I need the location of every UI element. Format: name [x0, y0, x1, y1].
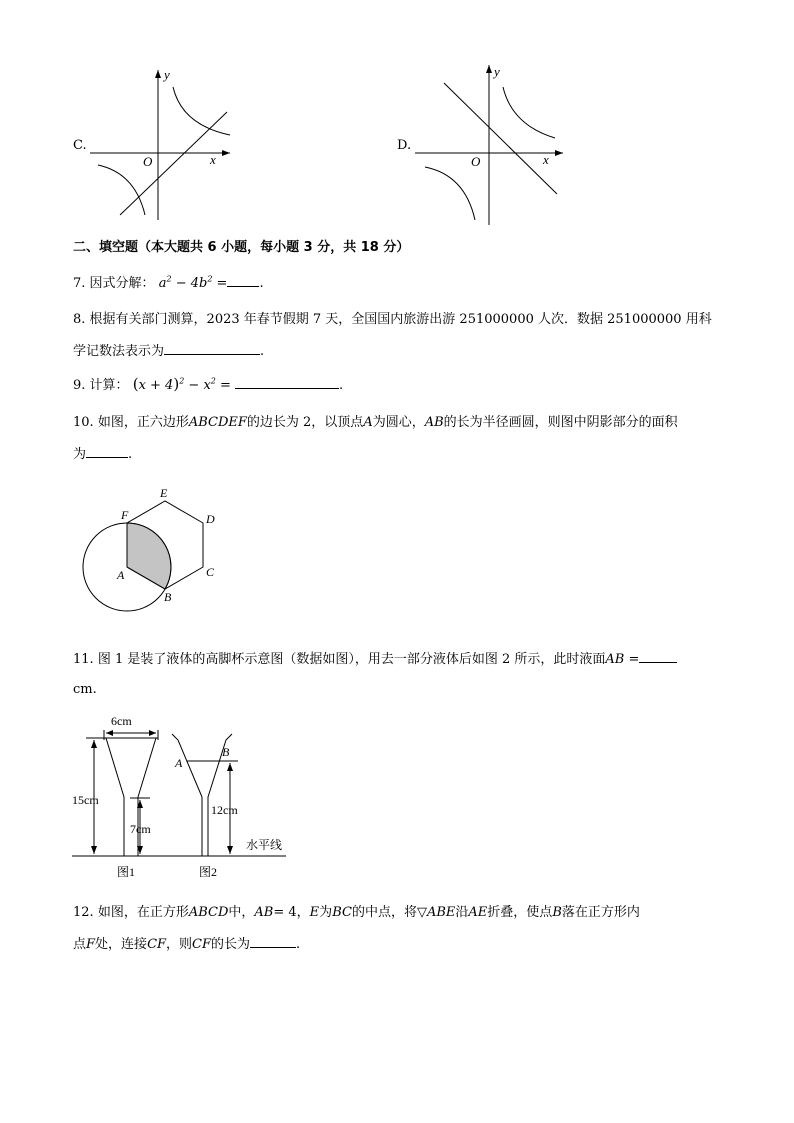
option-c-origin: O	[143, 154, 153, 169]
q11-label-b: B	[222, 745, 230, 759]
q10-label-e: E	[160, 486, 168, 500]
q11-answer-blank[interactable]	[639, 650, 677, 663]
q10-text-a: 如图，正六边形	[97, 415, 189, 430]
q11-stem-height-label: 7cm	[130, 822, 151, 836]
q10-segment-ab: AB	[424, 415, 444, 430]
q10-label-b: B	[164, 590, 172, 604]
q10-text-g: 的长为半径画圆，则图中阴影部分的面积	[443, 415, 678, 430]
q7-expression: $a^2 - 4b^2$ =	[158, 274, 228, 291]
q12-point-b: B	[552, 905, 562, 920]
q7-number: 7.	[73, 276, 86, 291]
q9-answer-blank[interactable]	[235, 376, 339, 389]
q12-segment-ae: AE	[468, 905, 488, 920]
q12-segment-ab: AB	[254, 905, 274, 920]
q12-text-i: 的中点，将	[351, 905, 417, 920]
option-c-axis-x: x	[210, 152, 216, 167]
q11-line1: 11. 图 1 是装了液体的高脚杯示意图（数据如图），用去一部分液体后如图 2 所示，此时液面AB =	[73, 648, 677, 667]
q7-text: 因式分解：	[89, 276, 155, 291]
q11-number: 11.	[73, 652, 94, 667]
option-c-graph	[90, 65, 240, 225]
q8-text-line1: 根据有关部门测算，2023 年春节假期 7 天，全国国内旅游出游 251000000 人次．数据 251000000 用科	[89, 312, 712, 327]
q11-height2-label: 12cm	[211, 803, 238, 817]
q12-line2: 点F处，连接CF，则CF的长为 .	[73, 937, 301, 952]
q8-answer-blank[interactable]	[164, 342, 260, 355]
section-title: 二、填空题（本大题共 6 小题，每小题 3 分，共 18 分）	[73, 240, 410, 255]
q12-answer-blank[interactable]	[250, 935, 296, 948]
q11-text-a: 图 1 是装了液体的高脚杯示意图（数据如图），用去一部分液体后如图 2 所示，此时液面	[97, 652, 606, 667]
q12-triangle-abe: ▽ABE	[416, 905, 456, 920]
q10-figure	[80, 485, 230, 610]
q10-label-a: A	[117, 568, 125, 582]
q11-segment-ab: AB	[605, 652, 625, 667]
q11-fig2-caption: 图2	[199, 865, 218, 879]
q10-number: 10.	[73, 415, 94, 430]
q12-text-k: 沿	[455, 905, 469, 920]
option-d-axis-y: y	[494, 64, 500, 79]
q10-text-e: 为圆心，	[372, 415, 425, 430]
q11-fig1-caption: 图1	[117, 865, 136, 879]
q11-figure	[70, 710, 310, 890]
q12-text-line2-a: 点	[73, 937, 87, 952]
q10-line1	[73, 411, 678, 430]
option-d-axis-x: x	[543, 152, 549, 167]
q10-label-c: C	[206, 565, 215, 579]
q12-text-line2-c: 处，连接	[95, 937, 148, 952]
option-d-label: D.	[397, 138, 412, 153]
q12-number: 12.	[73, 905, 94, 920]
q11-horizon-label: 水平线	[246, 838, 283, 852]
q12-line1	[73, 901, 640, 920]
q11-total-height-label: 15cm	[72, 793, 99, 807]
q10-line2: 为 .	[73, 447, 133, 462]
q10-label-d: D	[206, 512, 215, 526]
q12-segment-cf: CF	[147, 937, 167, 952]
q10-point-a: A	[363, 415, 373, 430]
option-c-axis-y: y	[164, 67, 170, 82]
question-7: 7. 因式分解： $a^2 - 4b^2$ = .	[73, 274, 264, 291]
q10-text-c: 的边长为 2，以顶点	[246, 415, 364, 430]
option-d-graph	[415, 60, 570, 230]
q8-line2: 学记数法表示为 .	[73, 344, 265, 359]
q10-answer-blank[interactable]	[86, 445, 128, 458]
q11-top-width-label: 6cm	[111, 714, 132, 728]
q12-point-e: E	[309, 905, 320, 920]
q7-answer-blank[interactable]	[227, 274, 259, 287]
q9-text: 计算：	[89, 378, 129, 393]
q8-text-line2: 学记数法表示为	[73, 344, 165, 359]
q12-text-e: = 4，	[273, 905, 310, 920]
q11-label-a: A	[175, 756, 183, 770]
q10-text-line2: 为	[73, 447, 87, 462]
q12-square-name: ABCD	[188, 905, 229, 920]
q9-expression: $(x + 4)^2 - x^2$ =	[132, 375, 231, 393]
q8-number: 8.	[73, 312, 86, 327]
q12-text-line2-e: ，则	[166, 937, 193, 952]
q12-text-m: 折叠，使点	[487, 905, 553, 920]
q10-label-f: F	[121, 508, 129, 522]
q10-hexagon-name: ABCDEF	[188, 415, 247, 430]
q12-segment-bc: BC	[332, 905, 352, 920]
q11-line2: cm.	[73, 682, 97, 697]
q12-text-a: 如图，在正方形	[97, 905, 189, 920]
q12-segment-cf-2: CF	[192, 937, 212, 952]
q12-text-c: 中，	[228, 905, 255, 920]
q9-number: 9.	[73, 378, 86, 393]
q12-text-o: 落在正方形内	[561, 905, 640, 920]
q8-line1	[73, 308, 712, 327]
option-d-origin: O	[471, 154, 481, 169]
q12-text-g: 为	[319, 905, 333, 920]
question-9: 9. 计算： $(x + 4)^2 - x^2$ = .	[73, 375, 344, 393]
option-c-label: C.	[73, 138, 87, 153]
q12-text-line2-g: 的长为	[211, 937, 251, 952]
q12-point-f: F	[86, 937, 96, 952]
